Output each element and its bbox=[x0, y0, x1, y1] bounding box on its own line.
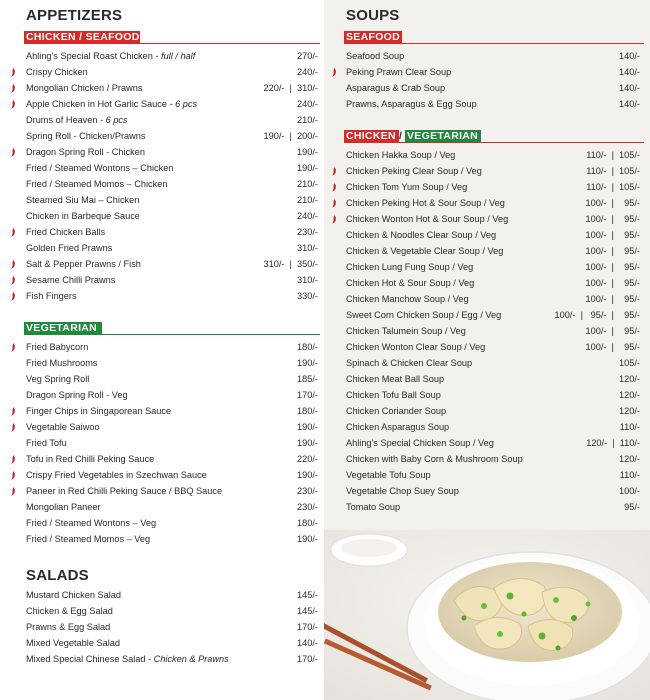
wonton-soup-photo bbox=[324, 530, 650, 700]
menu-item bbox=[346, 387, 640, 403]
chili-icon bbox=[10, 67, 16, 77]
menu-item bbox=[346, 275, 640, 291]
menu-item-name: Fried Tofu bbox=[26, 438, 67, 448]
menu-item-name: Fried Chicken Balls bbox=[26, 227, 106, 237]
menu-item-name: Chicken Coriander Soup bbox=[346, 406, 447, 416]
menu-item bbox=[346, 371, 640, 387]
soups-vegetarian-label: VEGETARIAN bbox=[405, 130, 481, 143]
menu-item-name: Sweet Corn Chicken Soup / Egg / Veg bbox=[346, 310, 502, 320]
menu-item bbox=[346, 499, 640, 515]
menu-item-name: Apple Chicken in Hot Garlic Sauce - 6 pcs bbox=[26, 99, 198, 109]
menu-item-name: Tomato Soup bbox=[346, 502, 401, 512]
vegetarian-label: VEGETARIAN bbox=[24, 322, 102, 335]
chili-icon bbox=[10, 275, 16, 285]
menu-item bbox=[346, 259, 640, 275]
menu-item-name: Fried / Steamed Wontons – Chicken bbox=[26, 163, 174, 173]
menu-item bbox=[346, 483, 640, 499]
menu-item-price: 100/- bbox=[619, 486, 640, 496]
menu-item-name: Chicken Asparagus Soup bbox=[346, 422, 450, 432]
menu-item bbox=[346, 307, 640, 323]
chili-icon bbox=[331, 182, 337, 192]
menu-item-price: 170/- bbox=[297, 654, 318, 664]
menu-item bbox=[26, 635, 318, 651]
appetizers-heading: APPETIZERS bbox=[26, 7, 123, 24]
menu-item bbox=[26, 48, 318, 64]
menu-item-price: 100/- | 95/- bbox=[585, 262, 640, 272]
chili-icon bbox=[331, 214, 337, 224]
chili-icon bbox=[10, 342, 16, 352]
menu-item-price: 190/- bbox=[297, 163, 318, 173]
menu-item-name: Steamed Siu Mai – Chicken bbox=[26, 195, 140, 205]
menu-item bbox=[26, 467, 318, 483]
menu-item-price: 110/- bbox=[619, 470, 640, 480]
menu-item bbox=[346, 339, 640, 355]
menu-item-price: 210/- bbox=[297, 179, 318, 189]
menu-item bbox=[26, 240, 318, 256]
menu-item bbox=[26, 531, 318, 547]
menu-item bbox=[346, 243, 640, 259]
menu-item bbox=[346, 147, 640, 163]
menu-item-price: 120/- bbox=[619, 390, 640, 400]
menu-item-price: 180/- bbox=[297, 342, 318, 352]
menu-item bbox=[26, 144, 318, 160]
menu-item-price: 170/- bbox=[297, 390, 318, 400]
menu-item-note: - full / half bbox=[152, 51, 196, 61]
chili-icon bbox=[10, 422, 16, 432]
menu-item bbox=[26, 224, 318, 240]
left-column bbox=[0, 0, 324, 700]
menu-item-name: Chicken Peking Clear Soup / Veg bbox=[346, 166, 482, 176]
menu-item-name: Fried / Steamed Wontons – Veg bbox=[26, 518, 157, 528]
menu-item-name: Finger Chips in Singaporean Sauce bbox=[26, 406, 172, 416]
menu-item bbox=[26, 499, 318, 515]
menu-item-name: Chicken Hot & Sour Soup / Veg bbox=[346, 278, 475, 288]
menu-item bbox=[26, 483, 318, 499]
menu-item-name: Golden Fried Prawns bbox=[26, 243, 113, 253]
menu-item-name: Chicken Talumein Soup / Veg bbox=[346, 326, 466, 336]
menu-item-price: 190/- | 200/- bbox=[263, 131, 318, 141]
menu-item bbox=[26, 419, 318, 435]
chili-icon bbox=[331, 67, 337, 77]
chili-icon bbox=[10, 259, 16, 269]
menu-item-price: 230/- bbox=[297, 227, 318, 237]
menu-item-price: 190/- bbox=[297, 438, 318, 448]
menu-item-name: Fried Babycorn bbox=[26, 342, 89, 352]
menu-item-name: Chicken & Noodles Clear Soup / Veg bbox=[346, 230, 497, 240]
menu-item-note: - Chicken & Prawns bbox=[145, 654, 229, 664]
salads-heading: SALADS bbox=[26, 567, 89, 584]
chili-icon bbox=[10, 470, 16, 480]
menu-item-name: Asparagus & Crab Soup bbox=[346, 83, 446, 93]
menu-item bbox=[346, 323, 640, 339]
menu-item-name: Chicken & Vegetable Clear Soup / Veg bbox=[346, 246, 504, 256]
menu-item-name: Chicken in Barbeque Sauce bbox=[26, 211, 140, 221]
menu-item-name: Chicken & Egg Salad bbox=[26, 606, 113, 616]
menu-item-name: Paneer in Red Chilli Peking Sauce / BBQ Sauce bbox=[26, 486, 223, 496]
menu-item-price: 140/- bbox=[619, 51, 640, 61]
chili-icon bbox=[331, 166, 337, 176]
menu-item-price: 190/- bbox=[297, 470, 318, 480]
menu-item-price: 310/- bbox=[297, 275, 318, 285]
menu-item-name: Ahling's Special Chicken Soup / Veg bbox=[346, 438, 494, 448]
menu-item bbox=[26, 128, 318, 144]
menu-item bbox=[26, 403, 318, 419]
menu-item-price: 100/- | 95/- bbox=[585, 326, 640, 336]
menu-item bbox=[346, 211, 640, 227]
menu-item-price: 120/- bbox=[619, 374, 640, 384]
chili-icon bbox=[10, 227, 16, 237]
menu-item bbox=[26, 451, 318, 467]
menu-item bbox=[26, 272, 318, 288]
menu-item bbox=[26, 112, 318, 128]
menu-item-price: 140/- bbox=[619, 99, 640, 109]
menu-item bbox=[346, 291, 640, 307]
menu-item-price: 230/- bbox=[297, 502, 318, 512]
chili-icon bbox=[10, 83, 16, 93]
menu-item-price: 210/- bbox=[297, 195, 318, 205]
menu-item-price: 190/- bbox=[297, 534, 318, 544]
menu-item-price: 330/- bbox=[297, 291, 318, 301]
menu-item-name: Prawns, Asparagus & Egg Soup bbox=[346, 99, 477, 109]
menu-item bbox=[26, 587, 318, 603]
menu-item-name: Ahling's Special Roast Chicken - full / half bbox=[26, 51, 196, 61]
menu-item-price: 185/- bbox=[297, 374, 318, 384]
menu-item-name: Dragon Spring Roll - Veg bbox=[26, 390, 128, 400]
chili-icon bbox=[10, 454, 16, 464]
menu-item bbox=[26, 355, 318, 371]
menu-item-name: Mongolian Paneer bbox=[26, 502, 101, 512]
menu-item-name: Veg Spring Roll bbox=[26, 374, 90, 384]
menu-item bbox=[346, 403, 640, 419]
menu-item-price: 110/- bbox=[619, 422, 640, 432]
menu-item bbox=[346, 355, 640, 371]
menu-item bbox=[346, 179, 640, 195]
menu-item-name: Chicken with Baby Corn & Mushroom Soup bbox=[346, 454, 523, 464]
menu-item-price: 140/- bbox=[619, 83, 640, 93]
menu-item-price: 100/- | 95/- bbox=[585, 246, 640, 256]
menu-item-price: 120/- bbox=[619, 406, 640, 416]
menu-item bbox=[26, 435, 318, 451]
menu-item-name: Prawns & Egg Salad bbox=[26, 622, 111, 632]
menu-item-name: Chicken Peking Hot & Sour Soup / Veg bbox=[346, 198, 505, 208]
menu-item-name: Drums of Heaven - 6 pcs bbox=[26, 115, 128, 125]
menu-item bbox=[346, 435, 640, 451]
menu-item-price: 100/- | 95/- bbox=[585, 230, 640, 240]
menu-item-name: Sesame Chilli Prawns bbox=[26, 275, 116, 285]
menu-item-name: Dragon Spring Roll - Chicken bbox=[26, 147, 145, 157]
menu-item-name: Chicken Hakka Soup / Veg bbox=[346, 150, 456, 160]
menu-item bbox=[26, 256, 318, 272]
vegetarian-underline bbox=[24, 334, 320, 335]
menu-item bbox=[26, 64, 318, 80]
chili-icon bbox=[10, 99, 16, 109]
menu-item-price: 110/- | 105/- bbox=[586, 182, 640, 192]
menu-item-price: 100/- | 95/- bbox=[585, 294, 640, 304]
soups-heading: SOUPS bbox=[346, 7, 400, 24]
menu-item bbox=[26, 603, 318, 619]
menu-item-price: 190/- bbox=[297, 147, 318, 157]
menu-item bbox=[26, 515, 318, 531]
chili-icon bbox=[10, 486, 16, 496]
menu-item-name: Crispy Fried Vegetables in Szechwan Sauce bbox=[26, 470, 207, 480]
menu-item-name: Chicken Tom Yum Soup / Veg bbox=[346, 182, 468, 192]
menu-item-price: 310/- bbox=[297, 243, 318, 253]
menu-item-name: Mixed Special Chinese Salad - Chicken & Prawns bbox=[26, 654, 229, 664]
chili-icon bbox=[10, 147, 16, 157]
chicken-seafood-underline bbox=[24, 43, 320, 44]
menu-item-price: 230/- bbox=[297, 486, 318, 496]
menu-item-price: 240/- bbox=[297, 67, 318, 77]
menu-item bbox=[346, 419, 640, 435]
menu-item-price: 220/- bbox=[297, 454, 318, 464]
menu-item-name: Vegetable Tofu Soup bbox=[346, 470, 431, 480]
menu-item-name: Seafood Soup bbox=[346, 51, 405, 61]
menu-item-name: Fried / Steamed Momos – Veg bbox=[26, 534, 151, 544]
menu-item-price: 220/- | 310/- bbox=[263, 83, 318, 93]
menu-item bbox=[346, 467, 640, 483]
menu-item-price: 100/- | 95/- bbox=[585, 214, 640, 224]
menu-item bbox=[346, 80, 640, 96]
menu-item-name: Chicken Manchow Soup / Veg bbox=[346, 294, 469, 304]
menu-item bbox=[26, 339, 318, 355]
menu-item bbox=[26, 192, 318, 208]
menu-item-name: Mongolian Chicken / Prawns bbox=[26, 83, 143, 93]
menu-item bbox=[346, 64, 640, 80]
menu-item bbox=[346, 195, 640, 211]
menu-item-price: 100/- | 95/- bbox=[585, 198, 640, 208]
menu-item-name: Fried Mushrooms bbox=[26, 358, 98, 368]
menu-item-price: 145/- bbox=[297, 590, 318, 600]
menu-item bbox=[346, 96, 640, 112]
menu-item bbox=[26, 80, 318, 96]
seafood-underline bbox=[344, 43, 644, 44]
menu-item-name: Fish Fingers bbox=[26, 291, 77, 301]
menu-item-price: 145/- bbox=[297, 606, 318, 616]
menu-item-price: 190/- bbox=[297, 358, 318, 368]
menu-item-price: 190/- bbox=[297, 422, 318, 432]
menu-item bbox=[26, 96, 318, 112]
menu-item-name: Chicken Wonton Hot & Sour Soup / Veg bbox=[346, 214, 509, 224]
menu-item-price: 240/- bbox=[297, 211, 318, 221]
menu-item bbox=[26, 371, 318, 387]
menu-item-name: Mixed Vegetable Salad bbox=[26, 638, 120, 648]
menu-item-name: Vegetable Saiwoo bbox=[26, 422, 100, 432]
menu-item-price: 95/- bbox=[624, 502, 640, 512]
menu-item-name: Tofu in Red Chilli Peking Sauce bbox=[26, 454, 155, 464]
menu-item-price: 110/- | 105/- bbox=[586, 150, 640, 160]
menu-item-name: Chicken Lung Fung Soup / Veg bbox=[346, 262, 474, 272]
menu-item-price: 100/- | 95/- bbox=[585, 342, 640, 352]
menu-item-price: 170/- bbox=[297, 622, 318, 632]
menu-item-price: 140/- bbox=[297, 638, 318, 648]
menu-item-price: 270/- bbox=[297, 51, 318, 61]
menu-item-price: 140/- bbox=[619, 67, 640, 77]
menu-item bbox=[346, 48, 640, 64]
menu-item-name: Spring Roll - Chicken/Prawns bbox=[26, 131, 146, 141]
soups-chicken-label: CHICKEN bbox=[344, 130, 399, 143]
chili-icon bbox=[331, 198, 337, 208]
menu-item-name: Peking Prawn Clear Soup bbox=[346, 67, 452, 77]
menu-item-price: 120/- | 110/- bbox=[586, 438, 640, 448]
menu-item-price: 105/- bbox=[619, 358, 640, 368]
menu-item-note: - 6 pcs bbox=[97, 115, 128, 125]
menu-item-name: Fried / Steamed Momos – Chicken bbox=[26, 179, 168, 189]
soups-label-separator: / bbox=[399, 130, 403, 142]
menu-item-name: Chicken Meat Ball Soup bbox=[346, 374, 445, 384]
chili-icon bbox=[10, 406, 16, 416]
menu-item bbox=[26, 619, 318, 635]
menu-item-name: Crispy Chicken bbox=[26, 67, 88, 77]
soups-chicken-underline bbox=[344, 142, 644, 143]
menu-item-note: - 6 pcs bbox=[166, 99, 198, 109]
menu-item bbox=[346, 451, 640, 467]
chicken-seafood-label: CHICKEN / SEAFOOD bbox=[26, 31, 140, 43]
menu-item-name: Mustard Chicken Salad bbox=[26, 590, 121, 600]
chili-icon bbox=[10, 291, 16, 301]
menu-item-name: Vegetable Chop Suey Soup bbox=[346, 486, 459, 496]
menu-item-price: 120/- bbox=[619, 454, 640, 464]
menu-item-price: 210/- bbox=[297, 115, 318, 125]
seafood-label: SEAFOOD bbox=[346, 31, 401, 43]
menu-item bbox=[346, 227, 640, 243]
menu-item-price: 310/- | 350/- bbox=[263, 259, 318, 269]
menu-item bbox=[346, 163, 640, 179]
menu-item bbox=[26, 208, 318, 224]
menu-item-price: 110/- | 105/- bbox=[586, 166, 640, 176]
right-column bbox=[324, 0, 650, 700]
menu-item-price: 100/- | 95/- bbox=[585, 278, 640, 288]
menu-item-price: 240/- bbox=[297, 99, 318, 109]
menu-item-name: Salt & Pepper Prawns / Fish bbox=[26, 259, 141, 269]
menu-item bbox=[26, 160, 318, 176]
menu-item bbox=[26, 651, 318, 667]
menu-item-price: 180/- bbox=[297, 518, 318, 528]
menu-item bbox=[26, 288, 318, 304]
menu-item bbox=[26, 176, 318, 192]
menu-item-name: Spinach & Chicken Clear Soup bbox=[346, 358, 473, 368]
menu-item-price: 100/- | 95/- | 95/- bbox=[554, 310, 640, 320]
menu-item-name: Chicken Wonton Clear Soup / Veg bbox=[346, 342, 486, 352]
menu-item-price: 180/- bbox=[297, 406, 318, 416]
menu-item bbox=[26, 387, 318, 403]
menu-item-name: Chicken Tofu Ball Soup bbox=[346, 390, 441, 400]
